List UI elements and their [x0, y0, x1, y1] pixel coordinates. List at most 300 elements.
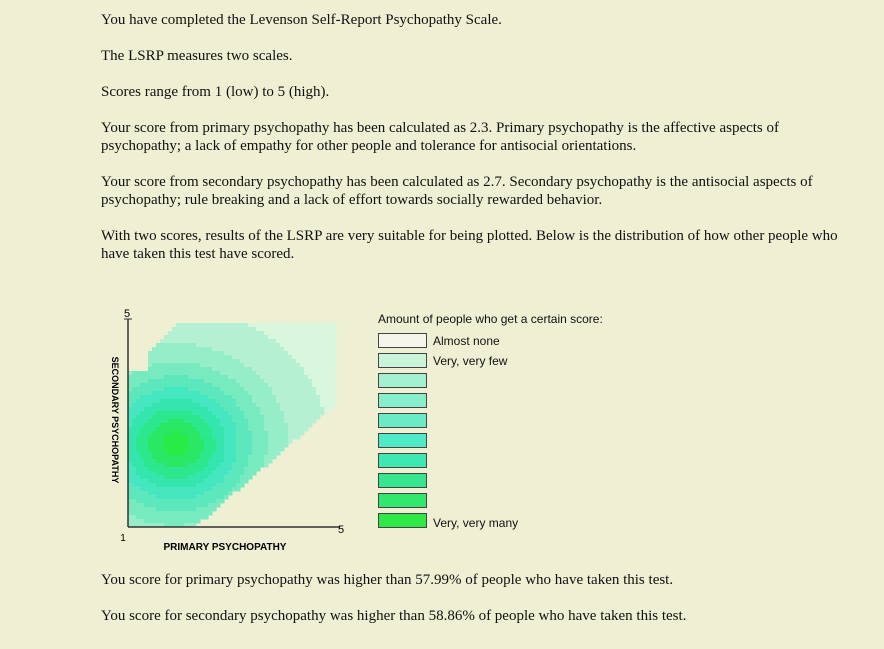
heatmap-cell: [156, 347, 161, 352]
heatmap-cell: [200, 503, 205, 508]
heatmap-cell: [156, 495, 161, 500]
heatmap-cell: [252, 343, 257, 348]
heatmap-cell: [272, 383, 277, 388]
heatmap-cell: [268, 395, 273, 400]
heatmap-cell: [188, 399, 193, 404]
heatmap-cell: [184, 415, 189, 420]
heatmap-cell: [228, 379, 233, 384]
heatmap-cell: [240, 331, 245, 336]
heatmap-cell: [240, 367, 245, 372]
heatmap-cell: [160, 459, 165, 464]
heatmap-cell: [148, 427, 153, 432]
heatmap-cell: [196, 415, 201, 420]
heatmap-cell: [180, 363, 185, 368]
heatmap-cell: [188, 487, 193, 492]
heatmap-cell: [168, 379, 173, 384]
heatmap-cell: [240, 375, 245, 380]
heatmap-cell: [224, 367, 229, 372]
heatmap-cell: [148, 411, 153, 416]
heatmap-cell: [328, 359, 333, 364]
heatmap-cell: [188, 415, 193, 420]
heatmap-cell: [180, 347, 185, 352]
heatmap-cell: [156, 491, 161, 496]
heatmap-cell: [252, 455, 257, 460]
heatmap-cell: [212, 335, 217, 340]
heatmap-cell: [136, 375, 141, 380]
heatmap-cell: [216, 335, 221, 340]
heatmap-cell: [220, 439, 225, 444]
heatmap-cell: [284, 427, 289, 432]
heatmap-cell: [220, 347, 225, 352]
heatmap-cell: [244, 423, 249, 428]
heatmap-cell: [208, 335, 213, 340]
heatmap-cell: [312, 339, 317, 344]
heatmap-cell: [192, 475, 197, 480]
heatmap-cell: [200, 407, 205, 412]
heatmap-cell: [156, 483, 161, 488]
heatmap-cell: [148, 359, 153, 364]
heatmap-cell: [244, 391, 249, 396]
heatmap-cell: [172, 367, 177, 372]
scales-text: The LSRP measures two scales.: [101, 48, 293, 64]
heatmap-cell: [200, 395, 205, 400]
heatmap-cell: [200, 411, 205, 416]
heatmap-cell: [132, 503, 137, 508]
legend-swatch-4: [378, 393, 427, 408]
heatmap-cell: [304, 343, 309, 348]
heatmap-cell: [160, 423, 165, 428]
heatmap-cell: [176, 399, 181, 404]
heatmap-cell: [212, 367, 217, 372]
heatmap-cell: [284, 383, 289, 388]
heatmap-cell: [148, 443, 153, 448]
heatmap-cell: [244, 339, 249, 344]
heatmap-cell: [244, 331, 249, 336]
heatmap-cell: [236, 359, 241, 364]
heatmap-cell: [332, 347, 337, 352]
heatmap-cell: [236, 431, 241, 436]
heatmap-cell: [256, 371, 261, 376]
heatmap-cell: [264, 355, 269, 360]
heatmap-cell: [132, 419, 137, 424]
heatmap-cell: [256, 427, 261, 432]
heatmap-cell: [332, 355, 337, 360]
heatmap-cell: [216, 427, 221, 432]
heatmap-cell: [208, 499, 213, 504]
heatmap-cell: [212, 507, 217, 512]
heatmap-cell: [196, 515, 201, 520]
heatmap-cell: [136, 519, 141, 524]
heatmap-cell: [312, 375, 317, 380]
heatmap-cell: [276, 347, 281, 352]
heatmap-cell: [272, 367, 277, 372]
heatmap-cell: [220, 351, 225, 356]
heatmap-cell: [184, 479, 189, 484]
heatmap-cell: [276, 415, 281, 420]
heatmap-cell: [224, 327, 229, 332]
heatmap-cell: [196, 403, 201, 408]
heatmap-cell: [156, 427, 161, 432]
heatmap-cell: [152, 359, 157, 364]
heatmap-cell: [264, 411, 269, 416]
heatmap-cell: [244, 375, 249, 380]
heatmap-cell: [176, 395, 181, 400]
heatmap-cell: [252, 383, 257, 388]
heatmap-cell: [144, 439, 149, 444]
heatmap-cell: [144, 451, 149, 456]
heatmap-cell: [172, 479, 177, 484]
heatmap-cell: [248, 427, 253, 432]
heatmap-cell: [304, 351, 309, 356]
heatmap-cell: [332, 395, 337, 400]
heatmap-cell: [224, 451, 229, 456]
heatmap-cell: [200, 487, 205, 492]
heatmap-cell: [276, 343, 281, 348]
heatmap-cell: [208, 351, 213, 356]
heatmap-cell: [168, 359, 173, 364]
heatmap-cell: [192, 355, 197, 360]
heatmap-cell: [208, 491, 213, 496]
heatmap-cell: [176, 359, 181, 364]
heatmap-cell: [136, 395, 141, 400]
heatmap-cell: [280, 447, 285, 452]
heatmap-cell: [152, 403, 157, 408]
heatmap-cell: [200, 447, 205, 452]
heatmap-cell: [224, 387, 229, 392]
heatmap-cell: [132, 439, 137, 444]
heatmap-cell: [312, 363, 317, 368]
heatmap-cell: [268, 379, 273, 384]
heatmap-cell: [240, 459, 245, 464]
heatmap-cell: [212, 427, 217, 432]
heatmap-cell: [280, 367, 285, 372]
heatmap-cell: [140, 503, 145, 508]
heatmap-cell: [140, 415, 145, 420]
heatmap-cell: [288, 331, 293, 336]
heatmap-cell: [220, 387, 225, 392]
heatmap-cell: [248, 431, 253, 436]
heatmap-cell: [208, 367, 213, 372]
heatmap-cell: [296, 335, 301, 340]
heatmap-cell: [292, 347, 297, 352]
heatmap-cell: [284, 399, 289, 404]
heatmap-cell: [136, 511, 141, 516]
heatmap-cell: [232, 479, 237, 484]
heatmap-cell: [196, 507, 201, 512]
heatmap-cell: [188, 471, 193, 476]
heatmap-cell: [196, 343, 201, 348]
heatmap-cell: [160, 455, 165, 460]
heatmap-cell: [156, 515, 161, 520]
heatmap-cell: [136, 387, 141, 392]
heatmap-cell: [212, 375, 217, 380]
heatmap-cell: [148, 499, 153, 504]
heatmap-cell: [240, 383, 245, 388]
heatmap-cell: [304, 367, 309, 372]
heatmap-cell: [176, 471, 181, 476]
heatmap-cell: [200, 419, 205, 424]
heatmap-cell: [156, 395, 161, 400]
heatmap-cell: [180, 327, 185, 332]
heatmap-cell: [148, 407, 153, 412]
heatmap-cell: [292, 355, 297, 360]
heatmap-cell: [188, 335, 193, 340]
heatmap-cell: [152, 387, 157, 392]
heatmap-cell: [152, 435, 157, 440]
heatmap-cell: [184, 379, 189, 384]
heatmap-cell: [136, 495, 141, 500]
heatmap-cell: [236, 419, 241, 424]
heatmap-cell: [208, 331, 213, 336]
heatmap-cell: [200, 427, 205, 432]
heatmap-cell: [156, 431, 161, 436]
heatmap-cell: [316, 379, 321, 384]
heatmap-cell: [184, 507, 189, 512]
heatmap-cell: [260, 395, 265, 400]
heatmap-cell: [144, 483, 149, 488]
heatmap-cell: [280, 323, 285, 328]
heatmap-cell: [304, 323, 309, 328]
heatmap-cell: [136, 399, 141, 404]
heatmap-cell: [280, 335, 285, 340]
heatmap-cell: [268, 439, 273, 444]
heatmap-cell: [228, 327, 233, 332]
heatmap-cell: [132, 515, 137, 520]
heatmap-cell: [272, 455, 277, 460]
heatmap-cell: [192, 391, 197, 396]
heatmap-cell: [280, 339, 285, 344]
heatmap-cell: [276, 359, 281, 364]
heatmap-cell: [284, 363, 289, 368]
heatmap-cell: [240, 483, 245, 488]
heatmap-cell: [216, 451, 221, 456]
heatmap-cell: [176, 371, 181, 376]
heatmap-cell: [168, 431, 173, 436]
heatmap-cell: [188, 387, 193, 392]
heatmap-cell: [296, 375, 301, 380]
heatmap-cell: [220, 343, 225, 348]
heatmap-cell: [180, 519, 185, 524]
heatmap-cell: [140, 463, 145, 468]
heatmap-cell: [152, 519, 157, 524]
heatmap-cell: [184, 451, 189, 456]
heatmap-cell: [332, 403, 337, 408]
heatmap-cell: [136, 371, 141, 376]
heatmap-cell: [156, 511, 161, 516]
heatmap-cell: [232, 391, 237, 396]
heatmap-cell: [304, 419, 309, 424]
heatmap-cell: [224, 363, 229, 368]
heatmap-cell: [172, 387, 177, 392]
heatmap-cell: [176, 451, 181, 456]
heatmap-cell: [224, 359, 229, 364]
heatmap-cell: [180, 439, 185, 444]
heatmap-cell: [148, 419, 153, 424]
heatmap-cell: [264, 331, 269, 336]
heatmap-cell: [164, 391, 169, 396]
heatmap-cell: [272, 399, 277, 404]
heatmap-cell: [272, 391, 277, 396]
heatmap-cell: [328, 399, 333, 404]
heatmap-cell: [260, 335, 265, 340]
heatmap-cell: [288, 387, 293, 392]
heatmap-cell: [256, 387, 261, 392]
heatmap-cell: [212, 411, 217, 416]
heatmap-cell: [220, 487, 225, 492]
heatmap-cell: [292, 427, 297, 432]
heatmap-cell: [204, 327, 209, 332]
heatmap-cell: [152, 451, 157, 456]
heatmap-cell: [148, 515, 153, 520]
heatmap-cell: [192, 379, 197, 384]
heatmap-cell: [156, 343, 161, 348]
heatmap-cell: [212, 455, 217, 460]
heatmap-cell: [140, 475, 145, 480]
heatmap-cell: [144, 383, 149, 388]
heatmap-cell: [172, 487, 177, 492]
heatmap-cell: [152, 423, 157, 428]
heatmap-cell: [132, 463, 137, 468]
heatmap-cell: [204, 399, 209, 404]
heatmap-cell: [312, 415, 317, 420]
heatmap-cell: [252, 451, 257, 456]
heatmap-cell: [168, 483, 173, 488]
heatmap-cell: [140, 431, 145, 436]
heatmap-cell: [168, 419, 173, 424]
heatmap-cell: [328, 395, 333, 400]
heatmap-cell: [168, 515, 173, 520]
heatmap-cell: [192, 439, 197, 444]
heatmap-cell: [160, 491, 165, 496]
heatmap-cell: [140, 399, 145, 404]
heatmap-cell: [184, 323, 189, 328]
heatmap-cell: [136, 379, 141, 384]
heatmap-cell: [292, 435, 297, 440]
heatmap-cell: [156, 407, 161, 412]
heatmap-cell: [212, 379, 217, 384]
heatmap-cell: [156, 399, 161, 404]
heatmap-cell: [312, 331, 317, 336]
heatmap-cell: [180, 479, 185, 484]
legend: [377, 311, 637, 541]
heatmap-cell: [200, 331, 205, 336]
heatmap-cell: [260, 427, 265, 432]
heatmap-cell: [208, 443, 213, 448]
heatmap-cell: [140, 387, 145, 392]
heatmap-cell: [200, 467, 205, 472]
heatmap-cell: [192, 423, 197, 428]
heatmap-cell: [232, 487, 237, 492]
heatmap-cell: [204, 379, 209, 384]
heatmap-cell: [180, 407, 185, 412]
heatmap-cell: [312, 351, 317, 356]
heatmap-cell: [148, 387, 153, 392]
heatmap-cell: [300, 403, 305, 408]
heatmap-cell: [152, 491, 157, 496]
heatmap-cell: [132, 499, 137, 504]
heatmap-cell: [168, 335, 173, 340]
heatmap-cell: [304, 371, 309, 376]
heatmap-cell: [156, 351, 161, 356]
heatmap-cell: [164, 415, 169, 420]
heatmap-cell: [236, 387, 241, 392]
heatmap-cell: [188, 507, 193, 512]
heatmap-cell: [160, 427, 165, 432]
heatmap-cell: [300, 335, 305, 340]
heatmap-cell: [176, 487, 181, 492]
legend-swatch-5: [378, 413, 427, 428]
heatmap-cell: [184, 459, 189, 464]
heatmap-cell: [296, 415, 301, 420]
heatmap-cell: [272, 447, 277, 452]
heatmap-cell: [208, 375, 213, 380]
heatmap-cell: [248, 375, 253, 380]
heatmap-cell: [168, 443, 173, 448]
heatmap-cell: [284, 387, 289, 392]
heatmap-cell: [160, 507, 165, 512]
heatmap-cell: [316, 395, 321, 400]
heatmap-cell: [216, 447, 221, 452]
heatmap-cell: [288, 383, 293, 388]
heatmap-cell: [172, 475, 177, 480]
heatmap-cell: [184, 359, 189, 364]
heatmap-cell: [212, 347, 217, 352]
heatmap-cell: [212, 443, 217, 448]
heatmap-cell: [220, 443, 225, 448]
heatmap-cell: [264, 423, 269, 428]
heatmap-cell: [224, 411, 229, 416]
legend-label-very-few: Very, very few: [433, 354, 508, 368]
heatmap-cell: [260, 383, 265, 388]
heatmap-cell: [260, 455, 265, 460]
heatmap-cell: [304, 355, 309, 360]
heatmap-cell: [216, 487, 221, 492]
heatmap-cell: [160, 407, 165, 412]
heatmap-cell: [192, 371, 197, 376]
heatmap-cell: [132, 431, 137, 436]
heatmap-cell: [212, 451, 217, 456]
heatmap-cell: [296, 359, 301, 364]
heatmap-cell: [288, 343, 293, 348]
heatmap-cell: [240, 371, 245, 376]
heatmap-cell: [180, 371, 185, 376]
heatmap-cell: [312, 399, 317, 404]
heatmap-cell: [252, 363, 257, 368]
heatmap-cell: [308, 379, 313, 384]
heatmap-cell: [192, 447, 197, 452]
heatmap-cell: [180, 343, 185, 348]
heatmap-cell: [268, 343, 273, 348]
heatmap-cell: [200, 371, 205, 376]
heatmap-cell: [308, 351, 313, 356]
heatmap-cell: [296, 419, 301, 424]
heatmap-cell: [160, 515, 165, 520]
heatmap-cell: [140, 511, 145, 516]
heatmap-cell: [200, 339, 205, 344]
heatmap-cell: [192, 499, 197, 504]
heatmap-cell: [308, 411, 313, 416]
heatmap-cell: [252, 467, 257, 472]
heatmap-cell: [324, 395, 329, 400]
heatmap-cell: [148, 435, 153, 440]
heatmap-cell: [196, 387, 201, 392]
heatmap-cell: [152, 427, 157, 432]
heatmap-cell: [260, 327, 265, 332]
heatmap-cell: [152, 503, 157, 508]
heatmap-cell: [276, 431, 281, 436]
heatmap-cell: [204, 411, 209, 416]
heatmap-cell: [152, 383, 157, 388]
